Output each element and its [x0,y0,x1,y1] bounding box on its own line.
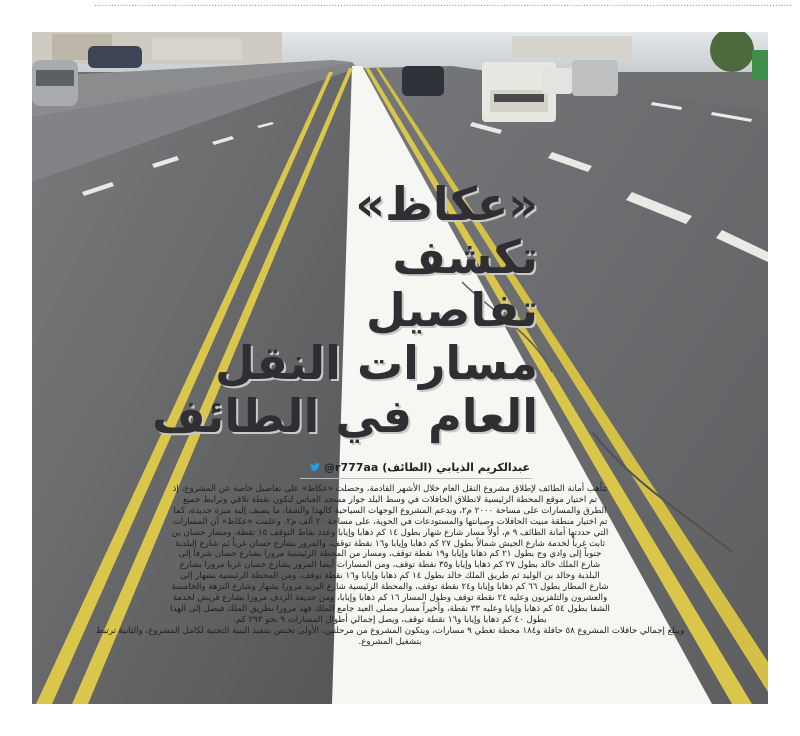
headline-line-3: تفاصيل [366,283,538,337]
byline-divider [300,478,532,479]
article-paragraph-1: تتأهب أمانة الطائف لإطلاق مشروع النقل العام خلال الأشهر القادمة، وحصلت «عكاظ» على تفاصيل خاصة عن المشروع، إذ تم اختيار موقع المحطة الرئيسية لانطلاق الحافلات في وسط البلد جوار مسجد العباس لتكون نقطة تلاقي وترابط جميع الطرق والمسارات على مساحة ٢٠٠٠ م٢، ويدعم المشروع الوجهات السياحية كالهدا والشفا، ما يضيف إليه ميزة جديدة، كما تم اختيار منطقة مبيت الحافلات وصيانتها والمستودعات في الحوية، على مساحة ٢٠ ألف م٢. وعلمت «عكاظ» أن المسارات التي حددتها أمانة الطائف ٩ م، أولاً مسار شارع شهار بطول ١٤ كم ذهابا وإيابا وعدد نقاط التوقف ١٥ نقطة، ومسار حسان بن ثابت غرباً لخدمة شارع الجيش شمالاً بطول ٢٧ كم ذهابا وإيابا و١٦ نقطة توقف، والمرور بشارع حسان غرباً ثم شارع البلدية جنوباً إلى وادي وج بطول ٢١ كم ذهابا وإيابا و١٩ نقطة توقف، ومسار من المحطة الرئيسية مرورا بشارع حسان شرقاً إلى شارع الملك خالد بطول ٢٧ كم ذهابا وإيابا و٣٥ نقطة توقف، ومن المسارات أيضا المرور بشارع حسان غربا مرورا بشارع البلدية وخالد بن الوليد ثم طريق الملك خالد بطول ١٤ كم ذهابا وإيابا و١٦ نقطة توقف، ومن المحطة الرئيسية بشهار إلى شارع المطار بطول ٦٦ كم ذهابا وإيابا و٢٤ نقطة توقف، والمحطة الرئيسية شارع البريد مرورا بشهار وشارع النزهة والخامسة والعشرون والتلفزيون وعليه ٢٤ نقطة توقف وطول المسار ١٦ كم ذهابا وإيابا، ومن حديقة الردف مرورا بشارع قريش لخدمة الشفا بطول ٥٤ كم ذهابا وإيابا وعليه ٣٣ نقطة، وأخيراً مسار مصلى العيد جامع الملك فهد مرورا بطريق الملك فيصل إلى الهدا بطول ٤٠ كم ذهابا وإيابا و١٦ نقطة توقف، ويصل إجمالي أطوال المسارات ٩ نحو ٢٩٣ كم. [170,484,610,625]
headline [152,177,538,443]
twitter-handle[interactable]: @r777aa [324,460,379,474]
headline-line-1: «عكاظ» [355,177,538,231]
article-body [90,484,690,648]
headline-line-5: العام في الطائف [152,389,538,443]
headline-line-2: تكشف [392,230,538,284]
previous-article-edge: .................................................................................................................................................................................................................................................... [93,0,792,9]
author-name: عبدالكريم الذيابي (الطائف) [382,460,530,474]
article-paragraph-2: ويبلغ إجمالي حافلات المشروع ٥٨ حافلة و١٨٤ محطة تغطي ٩ مسارات، ويتكون المشروع من مرحلتين، الأولى تختص بتنفيذ البنية التحتية لكامل المشروع، والثانية ترتبط بتشغيل المشروع. [95,625,685,647]
twitter-icon [310,460,320,474]
headline-line-4: مسارات النقل [214,336,538,390]
byline [310,458,530,476]
